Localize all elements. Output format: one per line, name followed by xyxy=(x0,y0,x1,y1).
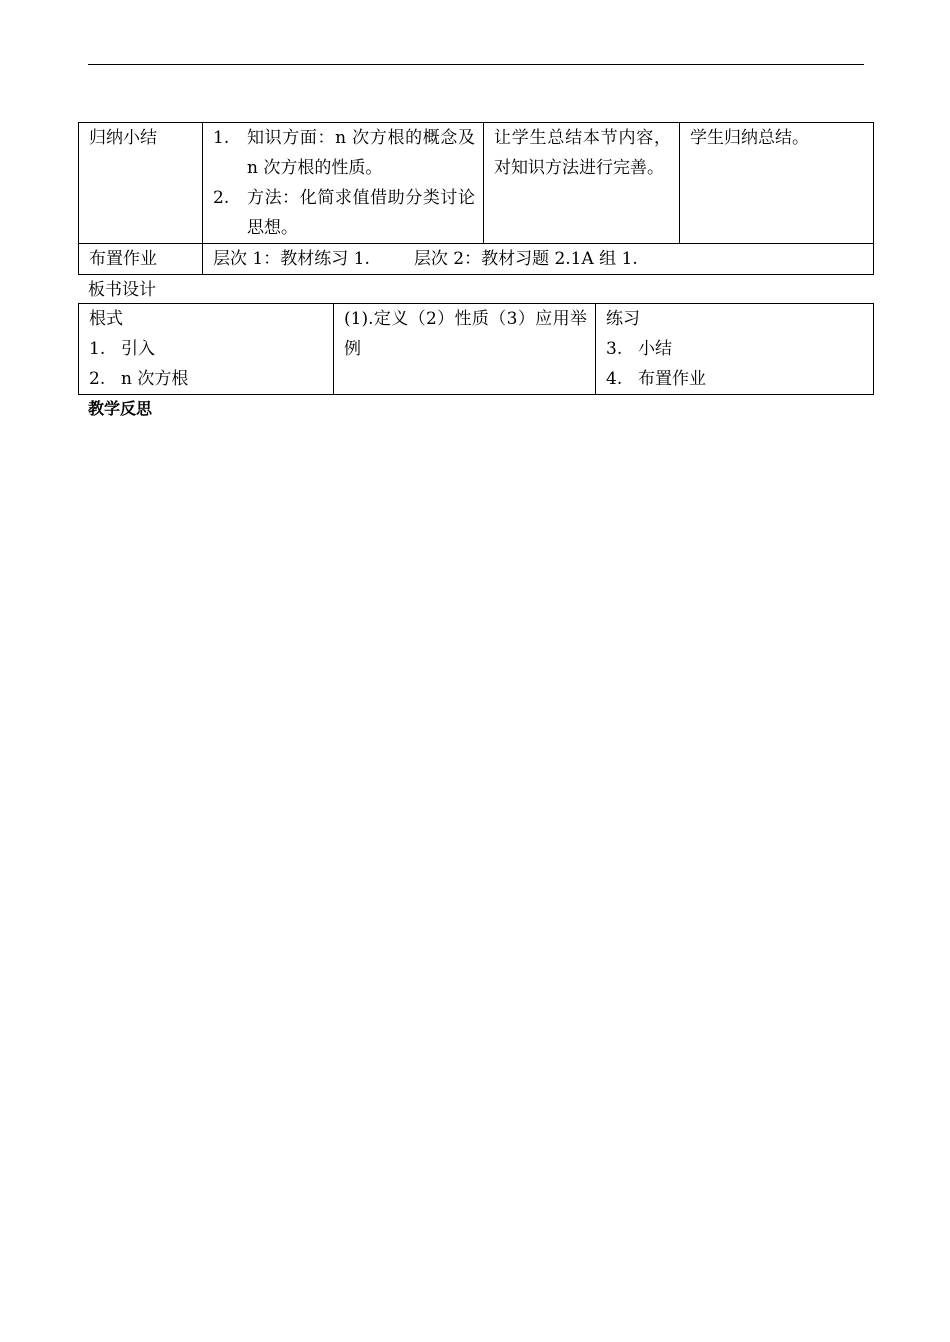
list-number: 2. xyxy=(213,188,230,208)
board-design-table xyxy=(78,303,874,395)
board-col-3 xyxy=(596,304,874,395)
board-col-1-heading: 根式 xyxy=(89,309,123,329)
board-col-2 xyxy=(334,304,596,395)
summary-points xyxy=(203,123,484,244)
list-number: 1. xyxy=(213,128,230,148)
list-text: 知识方面：n 次方根的概念及 n 次方根的性质。 xyxy=(247,128,475,178)
list-text: n 次方根 xyxy=(121,369,189,389)
list-text: 小结 xyxy=(638,339,672,359)
list-number: 4. xyxy=(606,369,623,389)
list-item xyxy=(606,364,865,394)
lesson-table xyxy=(78,122,874,275)
homework-content xyxy=(203,244,874,275)
list-item xyxy=(89,334,325,364)
board-col-3-heading: 练习 xyxy=(606,309,640,329)
board-col-1 xyxy=(79,304,334,395)
list-text: 引入 xyxy=(121,339,155,359)
board-col-2-text: (1).定义（2）性质（3）应用举例 xyxy=(344,309,587,359)
list-text: 布置作业 xyxy=(638,369,706,389)
list-number: 2. xyxy=(89,369,106,389)
summary-label: 归纳小结 xyxy=(79,123,203,244)
homework-label: 布置作业 xyxy=(79,244,203,275)
list-number: 1. xyxy=(89,339,106,359)
board-row xyxy=(79,304,874,395)
list-item xyxy=(213,183,475,243)
board-design-title: 板书设计 xyxy=(88,280,156,300)
list-item xyxy=(213,123,475,183)
teaching-reflection-title: 教学反思 xyxy=(88,399,153,418)
summary-row xyxy=(79,123,874,244)
list-item xyxy=(606,334,865,364)
homework-level-1: 层次 1：教材练习 1. xyxy=(213,249,370,269)
list-number: 3. xyxy=(606,339,623,359)
list-text: 方法：化简求值借助分类讨论思想。 xyxy=(247,188,475,238)
list-item xyxy=(89,364,325,394)
header-rule xyxy=(88,64,864,65)
teacher-activity: 让学生总结本节内容，对知识方法进行完善。 xyxy=(484,123,680,244)
student-activity: 学生归纳总结。 xyxy=(680,123,874,244)
homework-level-2: 层次 2：教材习题 2.1A 组 1. xyxy=(413,249,638,269)
homework-row xyxy=(79,244,874,275)
